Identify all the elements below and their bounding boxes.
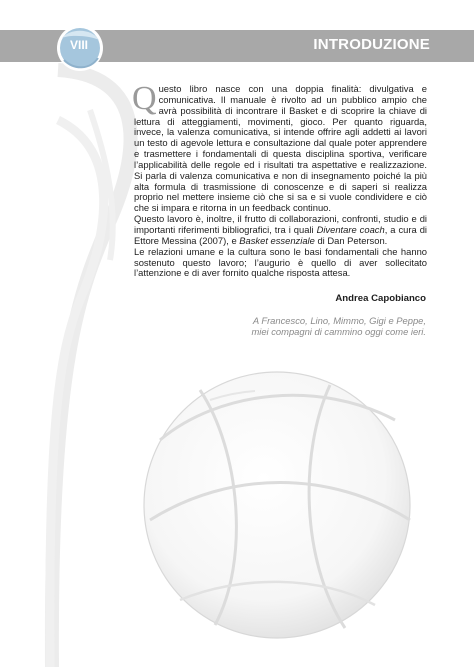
paragraph-2-text-b: , a cura di Ettore Messina (2007), e — [134, 223, 427, 246]
author-name: Andrea Capobianco — [335, 293, 426, 304]
paragraph-1 — [132, 80, 427, 214]
paragraph-1-text: uesto libro nasce con una doppia finalità: divulgativa e comunicativa. Il manuale è rivolto ad un pubblico ampio che avrà possibilità di incontrare il Basket e di scoprire la chiave di lettura di atteggiamenti, movimenti, gioco. Per quanto riguarda, invece, la valenza comunicativa, si intende offrire agli addetti ai lavori un testo di agevole lettura e consultazione dal quale poter apprendere e trasmettere i fondamentali di questa disciplina sportiva, verificare l’applicabilità delle regole ed i risultati tra aspettative e realizzazione. Si parla di valenza comunicativa e non di insegnamento poiché la più alta formula di trasmissione di conoscenze e di saperi si realizza proprio nel mettere insieme ciò che si sa e si vuole condividere e ciò che si impara e ritorna in un feedback continuo. — [134, 83, 427, 214]
dedication — [166, 315, 426, 337]
book-title-basket-essenziale: Basket essenziale — [239, 234, 315, 246]
chapter-title: INTRODUZIONE — [313, 36, 430, 53]
basketball-illustration — [144, 372, 410, 638]
paragraph-2-text-c: di Dan Peterson. — [314, 234, 388, 246]
paragraph-2-text-a: Questo lavoro è, inoltre, il frutto di collaborazioni, confronti, studio e di importanti riferimenti bibliografici, tra i quali — [134, 213, 427, 235]
book-title-diventare-coach: Diventare coach — [316, 223, 385, 235]
introduction-text — [132, 80, 427, 279]
paragraph-2 — [134, 214, 427, 247]
page-number: VIII — [69, 38, 88, 52]
drop-cap: Q — [132, 80, 157, 117]
dedication-line-2: miei compagni di cammino oggi come ieri. — [251, 326, 426, 337]
dedication-line-1: A Francesco, Lino, Mimmo, Gigi e Peppe, — [252, 315, 426, 326]
paragraph-3: Le relazioni umane e la cultura sono le basi fondamentali che hanno sostenuto questo lavoro; l’augurio è quello di aver sollecitato l’attenzione e di aver fornito qualche risposta attesa. — [134, 245, 427, 279]
